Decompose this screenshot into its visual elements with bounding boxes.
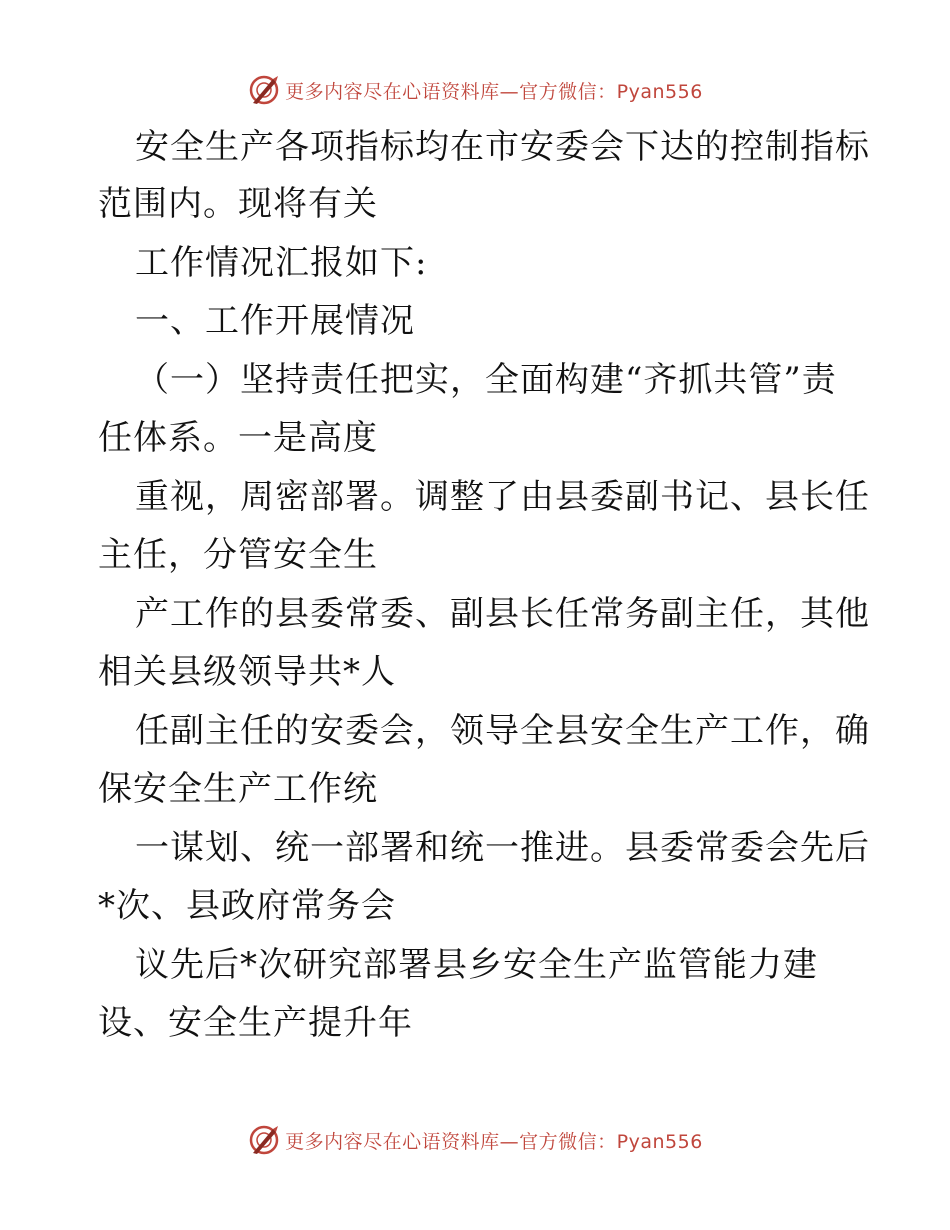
watermark-text: 更多内容尽在心语资料库—官方微信：Pyan556 (285, 1130, 703, 1153)
quill-seal-icon (247, 1123, 281, 1157)
quill-seal-icon (247, 73, 281, 107)
paragraph-line: 任体系。一是高度 (98, 418, 378, 458)
watermark-text: 更多内容尽在心语资料库—官方微信：Pyan556 (285, 80, 703, 103)
paragraph-line: 相关县级领导共*人 (98, 652, 396, 692)
footer-watermark (0, 1120, 950, 1160)
paragraph-line: 议先后*次研究部署县乡安全生产监管能力建 (135, 945, 818, 985)
paragraph-line: 产工作的县委常委、副县长任常务副主任，其他 (135, 594, 870, 634)
paragraph-line: 任副主任的安委会，领导全县安全生产工作，确 (135, 711, 870, 751)
paragraph-line: 重视，周密部署。调整了由县委副书记、县长任 (135, 477, 870, 517)
paragraph-line: *次、县政府常务会 (98, 886, 396, 926)
paragraph-line: 一谋划、统一部署和统一推进。县委常委会先后 (135, 828, 870, 868)
paragraph-line: 工作情况汇报如下: (135, 243, 428, 283)
subsection-heading: （一）坚持责任把实，全面构建“齐抓共管”责 (135, 360, 837, 400)
header-watermark (0, 70, 950, 110)
section-heading: 一、工作开展情况 (135, 301, 415, 341)
paragraph-line: 安全生产各项指标均在市安委会下达的控制指标 (135, 127, 870, 167)
paragraph-line: 保安全生产工作统 (98, 769, 378, 809)
paragraph-line: 范围内。现将有关 (98, 184, 378, 224)
paragraph-line: 设、安全生产提升年 (98, 1003, 413, 1043)
paragraph-line: 主任，分管安全生 (98, 535, 378, 575)
